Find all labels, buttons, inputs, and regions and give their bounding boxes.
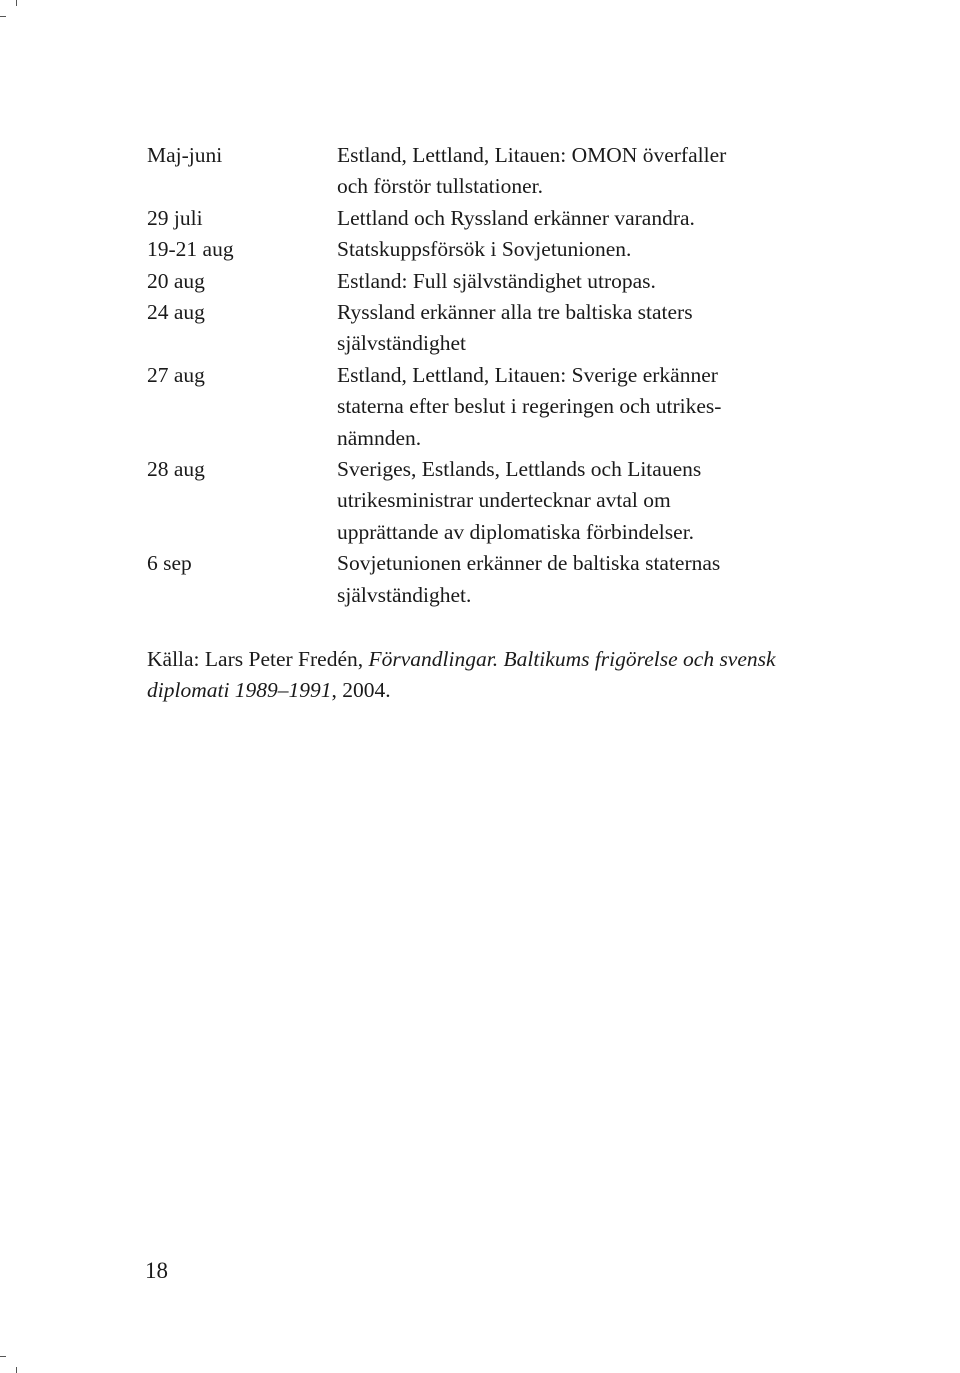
crop-mark-bottom-horizontal: [0, 1356, 6, 1357]
source-title: diplomati 1989–1991: [147, 678, 332, 703]
crop-mark-top-vertical: [16, 0, 17, 6]
entry-line: självständighet: [337, 331, 466, 356]
entry-date: 27 aug: [147, 362, 205, 387]
entry-line: Estland: Full självständighet utropas.: [337, 268, 656, 293]
entry-date: 20 aug: [147, 268, 205, 293]
entry-line: Estland, Lettland, Litauen: Sverige erkänner: [337, 362, 718, 387]
timeline-entry: [147, 203, 827, 234]
entry-line: och förstör tullstationer.: [337, 174, 544, 199]
entry-line: Estland, Lettland, Litauen: OMON överfaller: [337, 143, 727, 167]
entry-text: [337, 234, 827, 265]
crop-mark-bottom-vertical: [16, 1367, 17, 1373]
entry-date: 6 sep: [147, 551, 192, 576]
timeline-entry: [147, 548, 827, 611]
entry-date: 28 aug: [147, 457, 205, 482]
source-title: Förvandlingar. Baltikums frigörelse och svensk: [368, 647, 776, 671]
entry-text: [337, 548, 827, 611]
entry-line: upprättande av diplomatiska förbindelser.: [337, 519, 695, 544]
entry-line: Statskuppsförsök i Sovjetunionen.: [337, 237, 632, 262]
timeline-entry: [147, 140, 827, 203]
entry-line: Sveriges, Estlands, Lettlands och Litauens: [337, 457, 702, 482]
entry-line: Ryssland erkänner alla tre baltiska staters: [337, 300, 693, 325]
entry-text: [337, 203, 827, 234]
entry-line: självständighet.: [337, 582, 472, 607]
source-line: [147, 675, 847, 706]
source-prefix: Källa: Lars Peter Fredén,: [147, 647, 369, 671]
entry-line: Sovjetunionen erkänner de baltiska staternas: [337, 551, 721, 576]
entry-text: [337, 297, 827, 360]
entry-text: [337, 140, 827, 203]
entry-text: [337, 266, 827, 297]
entry-line: utrikesministrar undertecknar avtal om: [337, 488, 671, 513]
source-citation: [147, 644, 847, 707]
timeline-entry: [147, 454, 827, 548]
entry-text: [337, 360, 827, 454]
source-year: , 2004.: [331, 678, 391, 703]
entry-line: Lettland och Ryssland erkänner varandra.: [337, 205, 695, 230]
entry-date: 29 juli: [147, 205, 203, 230]
timeline: [147, 140, 827, 611]
crop-mark-top-horizontal: [0, 16, 6, 17]
entry-line: staterna efter beslut i regeringen och utrikes-: [337, 394, 722, 419]
entry-text: [337, 454, 827, 548]
entry-date: Maj-juni: [147, 143, 223, 167]
timeline-entry: [147, 266, 827, 297]
source-line: [147, 644, 847, 675]
timeline-entry: [147, 234, 827, 265]
entry-date: 19-21 aug: [147, 237, 234, 262]
entry-line: nämnden.: [337, 425, 422, 450]
page-number: 18: [145, 1258, 168, 1283]
timeline-entry: [147, 360, 827, 454]
timeline-entry: [147, 297, 827, 360]
entry-date: 24 aug: [147, 300, 205, 325]
